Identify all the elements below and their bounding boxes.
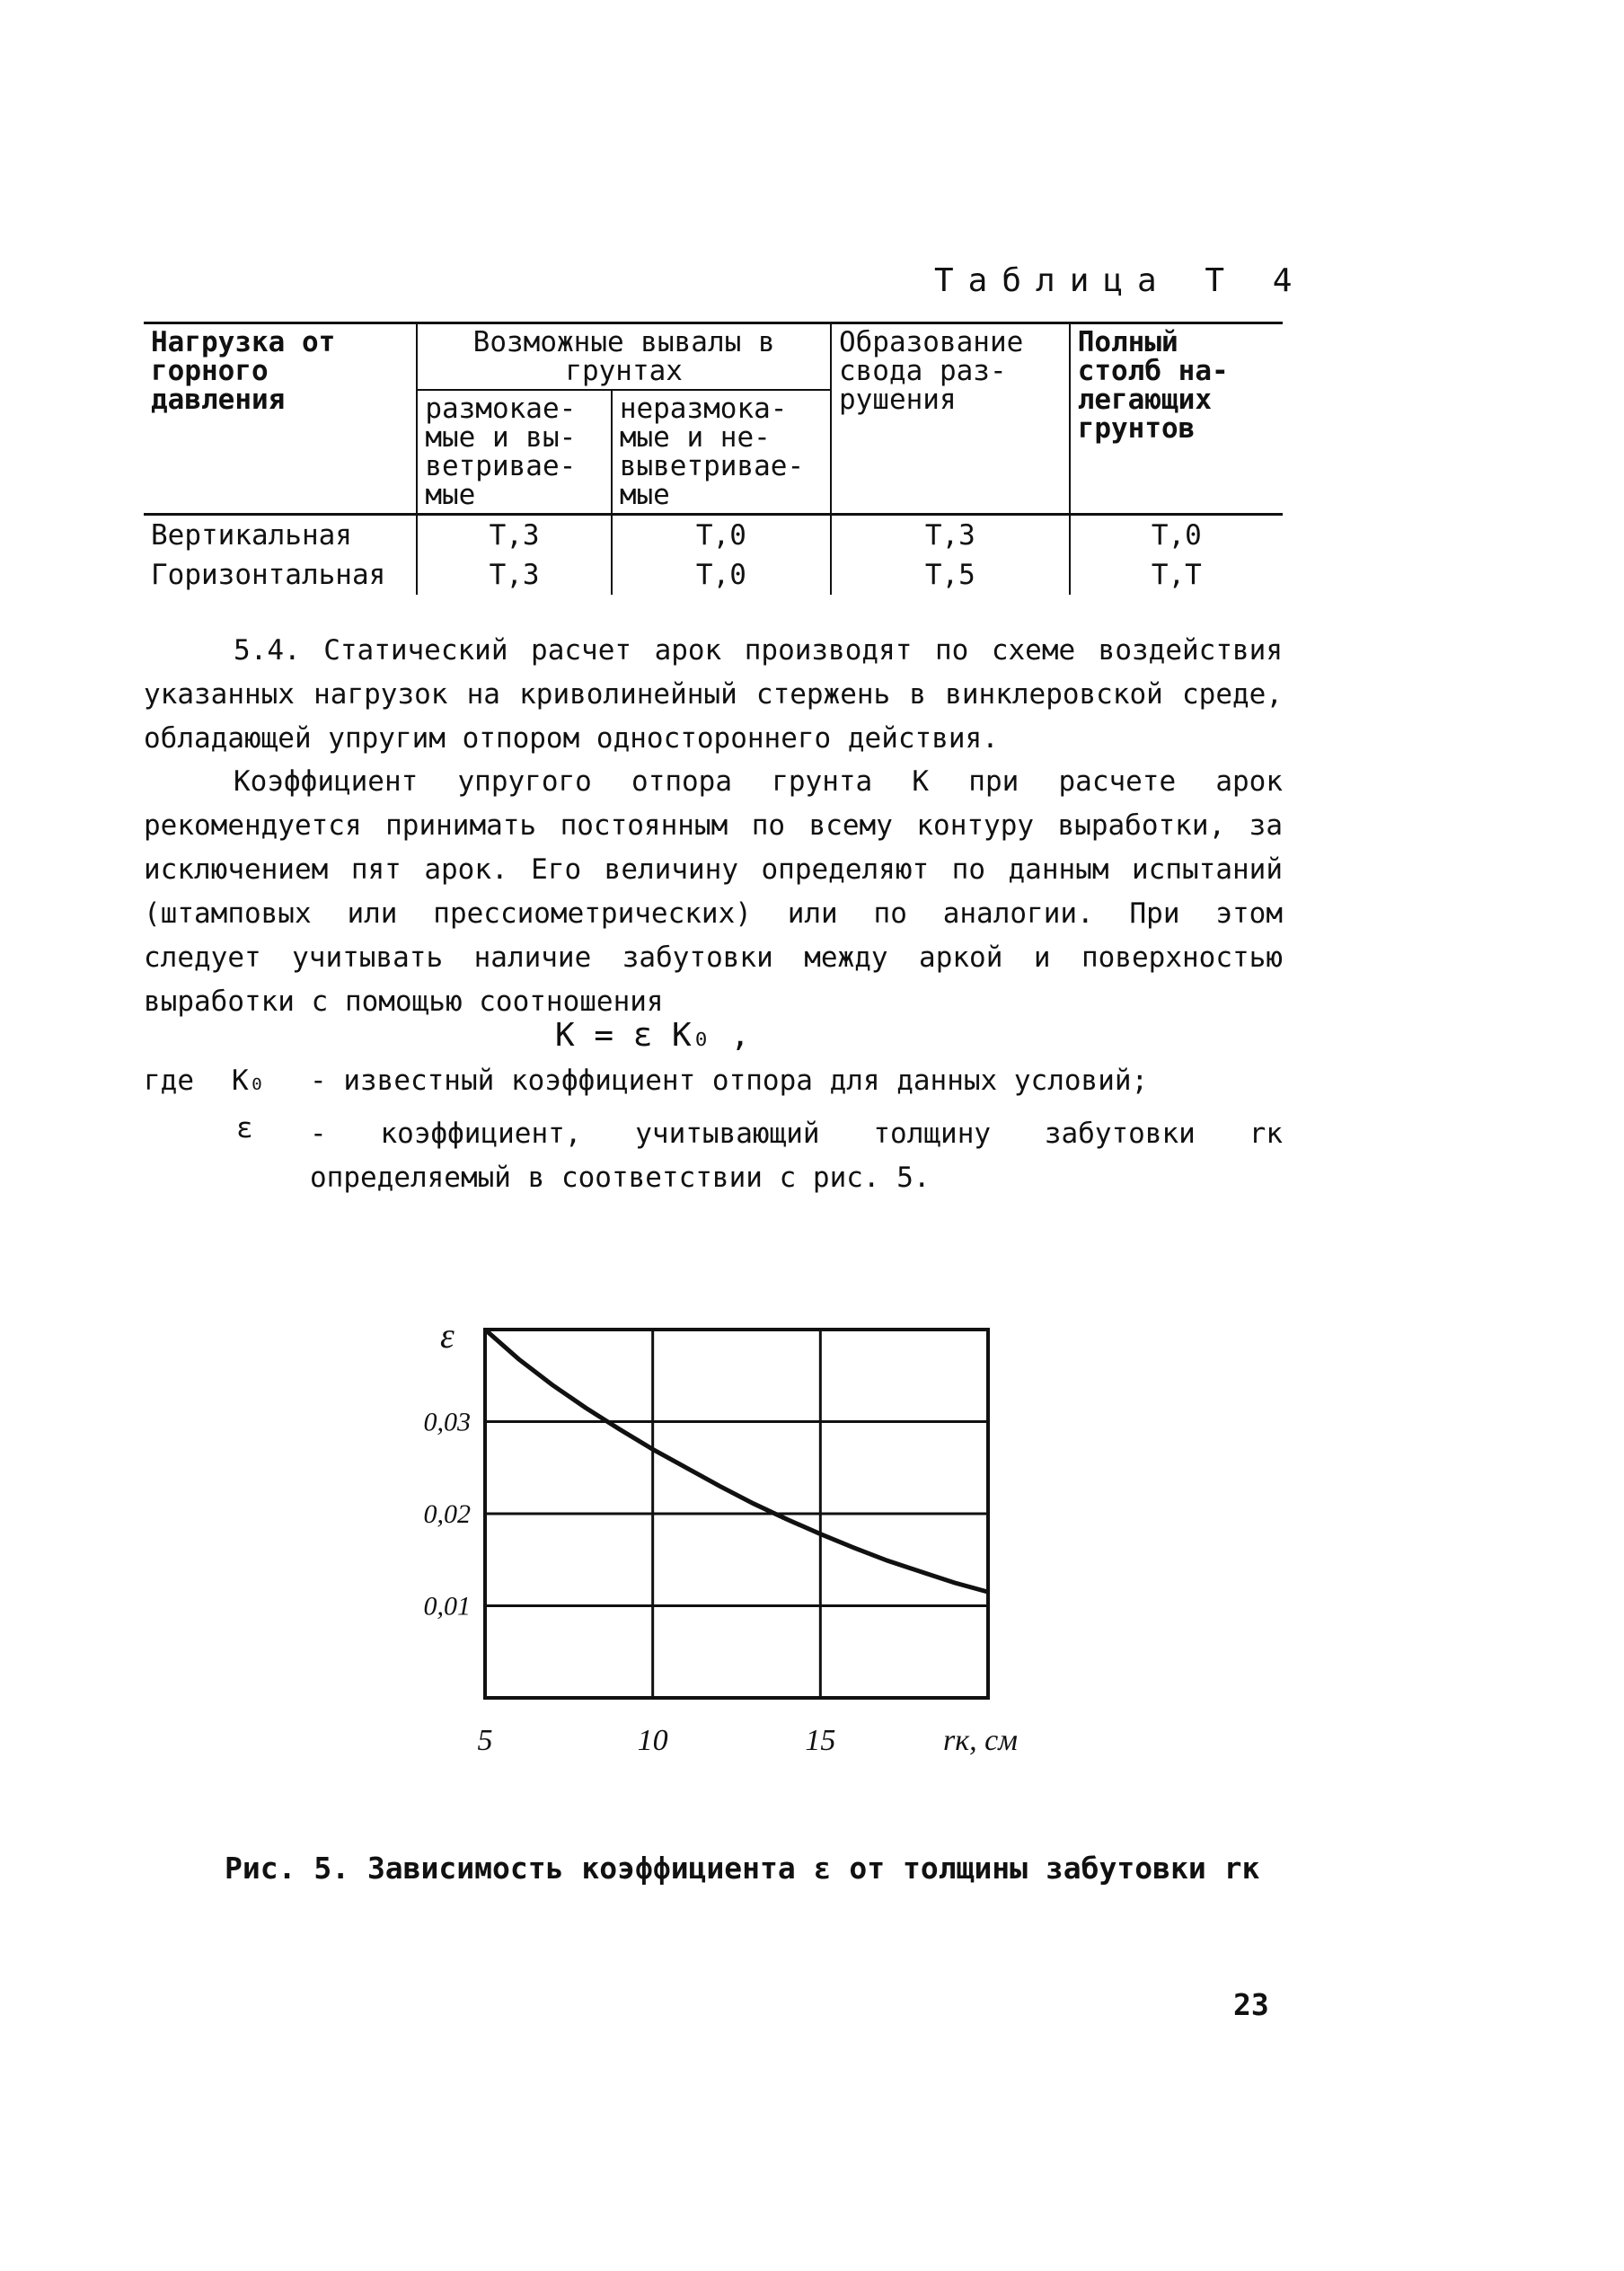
x-axis-label: rк, см	[943, 1724, 1018, 1757]
k0-definition: - известный коэффициент отпора для данных условий;	[310, 1065, 1149, 1097]
cell-value: Т,5	[831, 555, 1070, 595]
header-arch-formation: Образование свода раз- рушения	[831, 323, 1070, 515]
cell-value: Т,3	[417, 515, 612, 556]
cell-value: Т,0	[612, 555, 831, 595]
epsilon-definition: - коэффициент, учитывающий толщину забутовки rк определяемый в соответствии с рис. 5.	[310, 1118, 1283, 1194]
page-number: 23	[1233, 1987, 1269, 2022]
cell-value: Т,Т	[1070, 555, 1283, 595]
cell-load: Вертикальная	[151, 519, 352, 552]
load-coefficients-table	[144, 322, 1283, 595]
header-non-soaking: неразмока- мые и не- выветривае- мые	[612, 390, 831, 515]
header-soaking: размокае- мые и вы- ветривае- мые	[417, 390, 612, 515]
header-full-column: Полный столб на- легающих грунтов	[1070, 323, 1283, 515]
x-tick-label: 10	[637, 1724, 668, 1757]
y-tick-label: 0,01	[423, 1591, 471, 1622]
figure-caption: Рис. 5. Зависимость коэффициента ε от толщины забутовки rк	[225, 1851, 1260, 1886]
table-row	[144, 555, 1283, 595]
cell-value: Т,0	[612, 515, 831, 556]
paragraph-coefficient: Коэффициент упругого отпора грунта К при расчете арок рекомендуется принимать постоянным по всему контуру выработки, за исключением пят арок. Его величину определяют по данным испытаний (штамповых или прессиометрических) или по аналогии. При этом следует учитывать наличие забутовки между аркой и поверхностью выработки с помощью соотношения	[144, 765, 1283, 1018]
x-tick-labels	[478, 1724, 836, 1757]
paragraph-5-4: 5.4. Статический расчет арок производят по схеме воздействия указанных нагрузок на криволинейный стержень в винклеровской среде, обладающей упругим отпором одностороннего действия.	[144, 634, 1283, 755]
series-line	[485, 1330, 988, 1592]
table-caption: Таблица Т 4	[934, 262, 1307, 299]
y-axis-label: ε	[440, 1315, 455, 1356]
k0-symbol: К₀	[232, 1065, 266, 1097]
x-tick-label: 5	[477, 1724, 493, 1757]
header-load: Нагрузка от горного давления	[144, 323, 417, 515]
table-row	[144, 515, 1283, 556]
cell-value: Т,0	[1070, 515, 1283, 556]
cell-value: Т,3	[417, 555, 612, 595]
formula: К = ε К₀ ,	[555, 1017, 750, 1054]
epsilon-chart	[377, 1294, 1042, 1770]
epsilon-symbol: ε	[236, 1112, 253, 1144]
x-tick-label: 15	[805, 1724, 836, 1757]
chart-grid	[485, 1330, 988, 1698]
where-label: где	[144, 1065, 194, 1097]
header-possible-falls: Возможные вывалы в грунтах	[417, 323, 831, 391]
cell-load: Горизонтальная	[151, 559, 386, 591]
y-tick-label: 0,03	[423, 1407, 471, 1437]
cell-value: Т,3	[831, 515, 1070, 556]
y-tick-labels	[424, 1408, 472, 1622]
y-tick-label: 0,02	[423, 1499, 471, 1529]
